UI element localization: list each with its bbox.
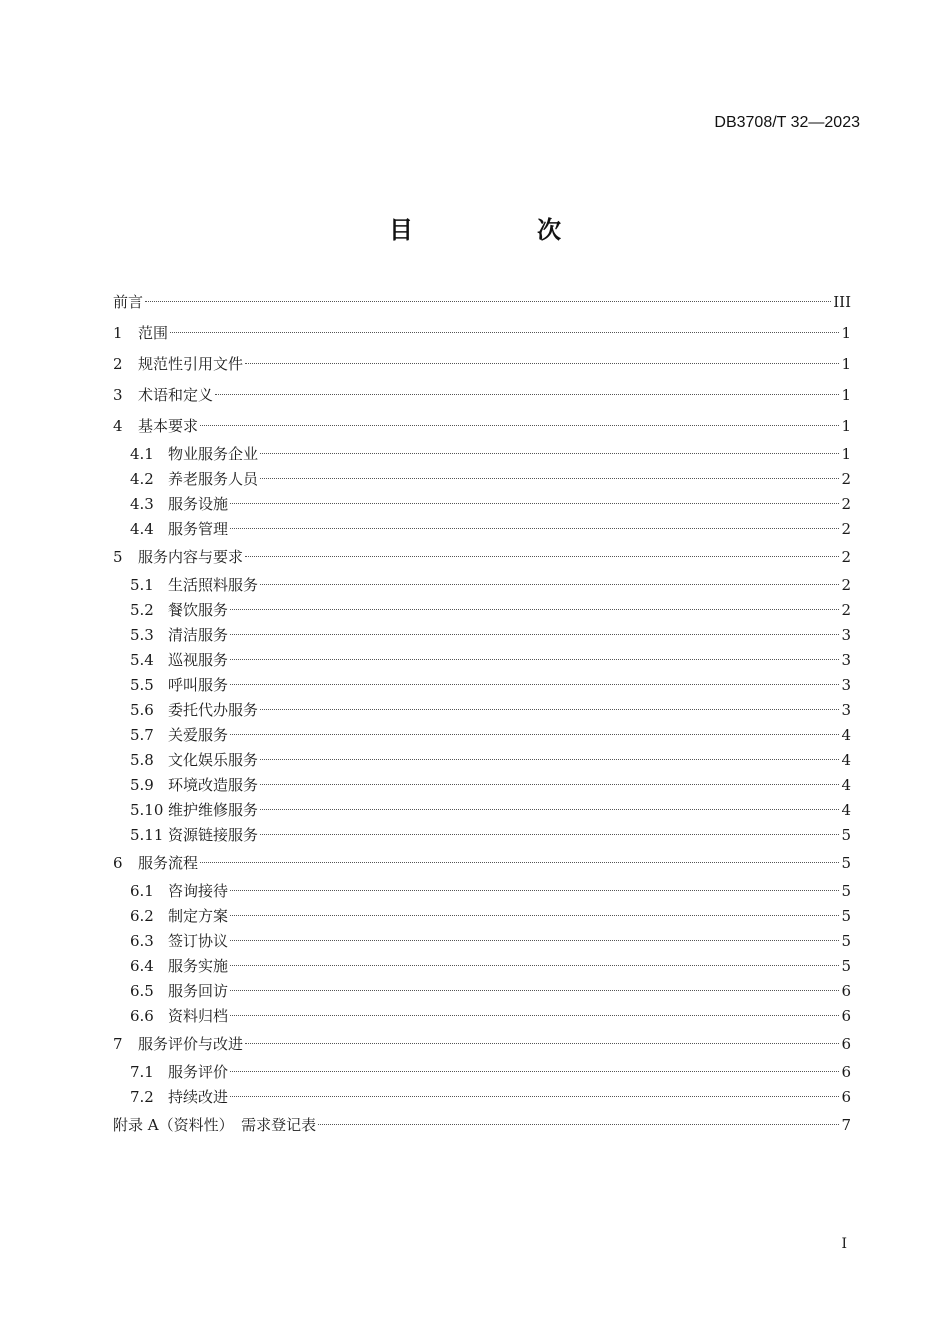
toc-entry-title: 生活照料服务 [168, 576, 259, 594]
toc-leader-dots [230, 1096, 839, 1097]
toc-entry-number: 5.2 [130, 601, 154, 619]
toc-entry-number: 6.1 [130, 882, 154, 900]
toc-entry-title: 物业服务企业 [168, 445, 259, 463]
toc-leader-dots [145, 301, 831, 302]
toc-entry-number: 5.4 [130, 651, 154, 669]
toc-leader-dots [230, 940, 839, 941]
toc-entry-page: 5 [841, 957, 851, 975]
toc-entry-title: 文化娱乐服务 [168, 751, 259, 769]
toc-entry-number: 5.5 [130, 676, 154, 694]
toc-entry-number: 7 [113, 1035, 123, 1053]
toc-entry-page: 5 [841, 907, 851, 925]
toc-entry[interactable] [113, 823, 851, 848]
toc-entry-number: 4.2 [130, 470, 154, 488]
toc-entry-title: 服务回访 [168, 982, 229, 1000]
toc-entry-page: 1 [841, 324, 851, 342]
toc-entry-title: 呼叫服务 [168, 676, 229, 694]
toc-entry-number: 5.8 [130, 751, 154, 769]
toc-entry-number: 5.6 [130, 701, 154, 719]
toc-entry-number: 5.11 [130, 826, 164, 844]
toc-entry[interactable] [113, 979, 851, 1004]
toc-entry[interactable] [113, 492, 851, 517]
toc-entry-page: 6 [841, 1007, 851, 1025]
toc-entry-page: 7 [841, 1116, 851, 1134]
toc-leader-dots [215, 394, 839, 395]
toc-entry-number: 6.3 [130, 932, 154, 950]
toc-entry-page: III [833, 293, 851, 311]
toc-entry-title: 资料归档 [168, 1007, 229, 1025]
toc-entry[interactable] [113, 517, 851, 542]
toc-leader-dots [200, 425, 839, 426]
toc-leader-dots [230, 990, 839, 991]
toc-entry-page: 1 [841, 355, 851, 373]
toc-leader-dots [230, 1071, 839, 1072]
toc-entry[interactable] [113, 1004, 851, 1029]
toc-entry[interactable] [113, 848, 851, 879]
toc-entry-number: 4 [113, 417, 123, 435]
toc-leader-dots [260, 809, 839, 810]
toc-entry-number: 6.4 [130, 957, 154, 975]
toc-leader-dots [230, 503, 839, 504]
toc-entry-page: 2 [841, 470, 851, 488]
toc-entry-title: 餐饮服务 [168, 601, 229, 619]
toc-entry-page: 3 [841, 626, 851, 644]
toc-entry[interactable] [113, 598, 851, 623]
toc-entry[interactable] [113, 467, 851, 492]
toc-entry[interactable] [113, 623, 851, 648]
toc-leader-dots [230, 528, 839, 529]
toc-entry-title: 基本要求 [138, 417, 199, 435]
toc-leader-dots [260, 709, 839, 710]
toc-entry-page: 6 [841, 1035, 851, 1053]
toc-entry-page: 6 [841, 982, 851, 1000]
toc-leader-dots [260, 478, 839, 479]
toc-entry-number: 1 [113, 324, 123, 342]
toc-entry[interactable] [113, 723, 851, 748]
toc-entry[interactable] [113, 879, 851, 904]
toc-entry[interactable] [113, 1085, 851, 1110]
toc-leader-dots [260, 834, 839, 835]
toc-entry[interactable] [113, 673, 851, 698]
toc-entry-page: 1 [841, 386, 851, 404]
toc-entry-number: 2 [113, 355, 123, 373]
toc-entry-title: 咨询接待 [168, 882, 229, 900]
toc-entry-number: 5 [113, 548, 123, 566]
toc-leader-dots [245, 1043, 839, 1044]
toc-entry-page: 6 [841, 1063, 851, 1081]
toc-entry-page: 3 [841, 701, 851, 719]
toc-entry-page: 2 [841, 576, 851, 594]
toc-leader-dots [230, 890, 839, 891]
toc-entry-page: 3 [841, 676, 851, 694]
toc-leader-dots [245, 556, 839, 557]
toc-entry[interactable] [113, 748, 851, 773]
toc-entry[interactable] [113, 380, 851, 411]
toc-leader-dots [230, 609, 839, 610]
toc-entry-page: 5 [841, 854, 851, 872]
toc-entry-title: 委托代办服务 [168, 701, 259, 719]
toc-entry-title: 前言 [113, 293, 144, 311]
toc-entry-page: 2 [841, 495, 851, 513]
toc-entry-title: 制定方案 [168, 907, 229, 925]
toc-entry-title: 清洁服务 [168, 626, 229, 644]
toc-entry-number: 6 [113, 854, 123, 872]
toc-entry-title: 资源链接服务 [168, 826, 259, 844]
toc-entry-page: 1 [841, 445, 851, 463]
toc-leader-dots [260, 784, 839, 785]
toc-entry-number: 5.9 [130, 776, 154, 794]
toc-entry-title: 服务管理 [168, 520, 229, 538]
standard-code: DB3708/T 32—2023 [714, 114, 860, 131]
toc-entry[interactable] [113, 573, 851, 598]
toc-leader-dots [230, 915, 839, 916]
toc-entry-page: 3 [841, 651, 851, 669]
toc-leader-dots [200, 862, 839, 863]
toc-entry-page: 4 [841, 726, 851, 744]
toc-leader-dots [230, 659, 839, 660]
table-of-contents [113, 287, 851, 1141]
toc-entry-title: 服务流程 [138, 854, 199, 872]
toc-leader-dots [230, 634, 839, 635]
toc-entry[interactable] [113, 442, 851, 467]
toc-entry-page: 2 [841, 601, 851, 619]
toc-entry-number: 6.5 [130, 982, 154, 1000]
toc-entry-page: 2 [841, 548, 851, 566]
toc-entry-title: 持续改进 [168, 1088, 229, 1106]
toc-entry-page: 5 [841, 826, 851, 844]
toc-entry-number: 3 [113, 386, 123, 404]
toc-entry[interactable] [113, 349, 851, 380]
toc-entry-title: 服务评价 [168, 1063, 229, 1081]
toc-entry-number: 6.2 [130, 907, 154, 925]
toc-entry-number: 5.3 [130, 626, 154, 644]
toc-entry-page: 1 [841, 417, 851, 435]
toc-entry[interactable] [113, 287, 851, 318]
toc-leader-dots [170, 332, 839, 333]
toc-title: 目 次 [389, 216, 611, 244]
toc-entry-number: 4.4 [130, 520, 154, 538]
toc-entry-page: 5 [841, 932, 851, 950]
toc-entry-page: 4 [841, 751, 851, 769]
toc-leader-dots [230, 1015, 839, 1016]
toc-entry-title: 签订协议 [168, 932, 229, 950]
page-number: I [841, 1236, 847, 1252]
toc-entry[interactable] [113, 1060, 851, 1085]
toc-entry-number: 4.1 [130, 445, 154, 463]
toc-leader-dots [230, 965, 839, 966]
toc-entry-title: 服务评价与改进 [138, 1035, 244, 1053]
toc-leader-dots [260, 759, 839, 760]
toc-entry[interactable] [113, 904, 851, 929]
toc-entry-title: 养老服务人员 [168, 470, 259, 488]
toc-entry-page: 6 [841, 1088, 851, 1106]
toc-entry[interactable] [113, 411, 851, 442]
toc-entry-title: 维护维修服务 [168, 801, 259, 819]
toc-leader-dots [245, 363, 839, 364]
toc-entry[interactable] [113, 698, 851, 723]
toc-entry-page: 4 [841, 801, 851, 819]
toc-leader-dots [230, 734, 839, 735]
toc-entry-number: 6.6 [130, 1007, 154, 1025]
toc-entry[interactable] [113, 542, 851, 573]
toc-entry-number: 5.7 [130, 726, 154, 744]
toc-entry[interactable] [113, 798, 851, 823]
toc-entry-title: 关爱服务 [168, 726, 229, 744]
toc-entry-title: 服务设施 [168, 495, 229, 513]
toc-entry-number: 5.10 [130, 801, 164, 819]
toc-leader-dots [318, 1124, 839, 1125]
toc-entry-page: 4 [841, 776, 851, 794]
toc-entry-title: 服务实施 [168, 957, 229, 975]
toc-entry-title: 范围 [138, 324, 169, 342]
toc-leader-dots [260, 584, 839, 585]
toc-entry-number: 7.2 [130, 1088, 154, 1106]
toc-entry-title: 巡视服务 [168, 651, 229, 669]
toc-entry-title: 术语和定义 [138, 386, 214, 404]
toc-entry-number: 4.3 [130, 495, 154, 513]
toc-entry[interactable] [113, 318, 851, 349]
toc-entry[interactable] [113, 954, 851, 979]
toc-entry[interactable] [113, 1110, 851, 1141]
toc-entry-page: 5 [841, 882, 851, 900]
toc-entry-title: 附录 A（资料性） 需求登记表 [113, 1116, 317, 1134]
toc-entry-title: 规范性引用文件 [138, 355, 244, 373]
toc-entry-title: 服务内容与要求 [138, 548, 244, 566]
toc-entry[interactable] [113, 929, 851, 954]
toc-leader-dots [260, 453, 839, 454]
toc-entry-number: 5.1 [130, 576, 154, 594]
toc-entry-title: 环境改造服务 [168, 776, 259, 794]
toc-entry-page: 2 [841, 520, 851, 538]
toc-entry[interactable] [113, 648, 851, 673]
toc-entry[interactable] [113, 773, 851, 798]
toc-entry[interactable] [113, 1029, 851, 1060]
toc-leader-dots [230, 684, 839, 685]
toc-entry-number: 7.1 [130, 1063, 154, 1081]
